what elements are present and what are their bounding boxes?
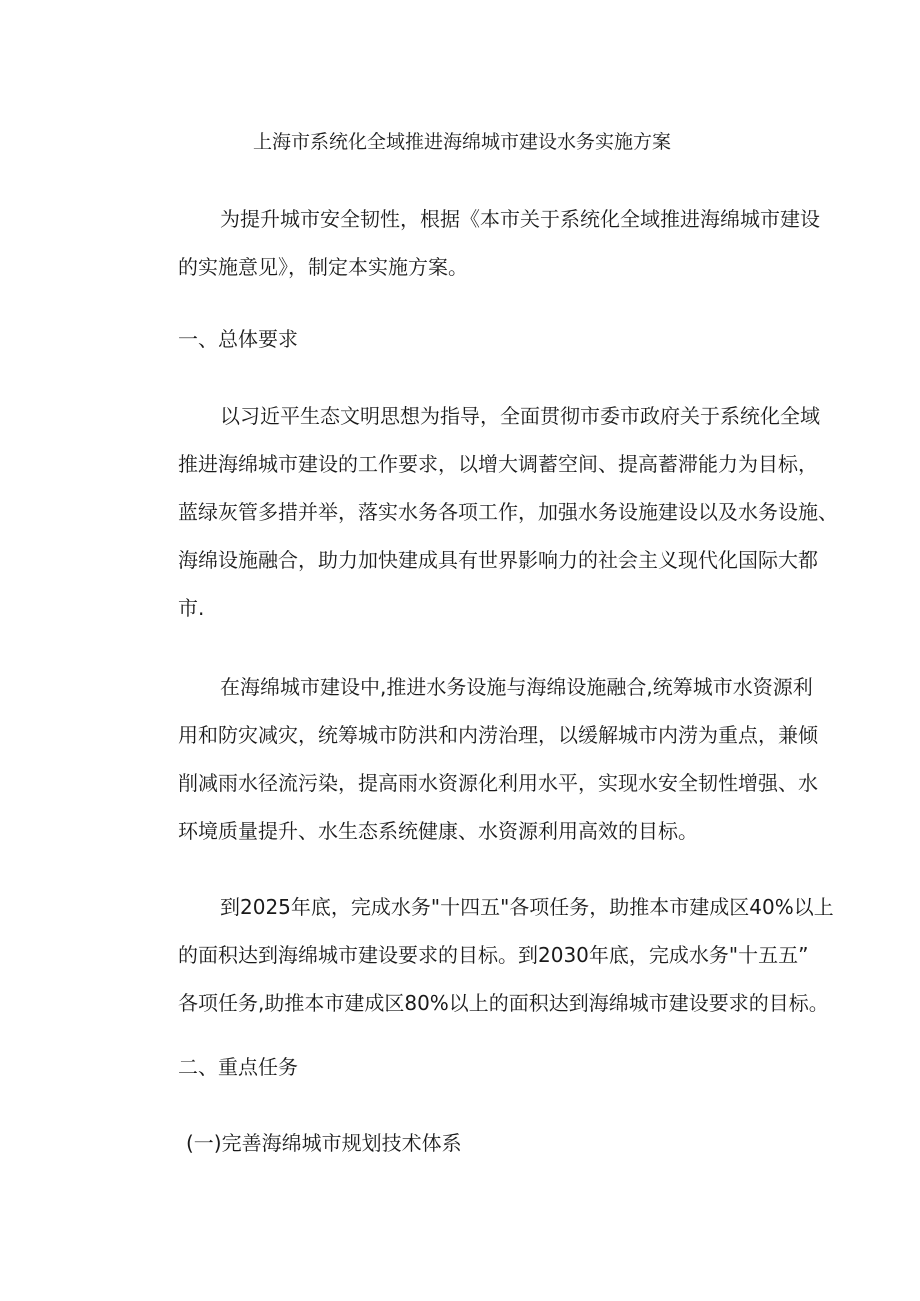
paragraph-targets (136, 883, 834, 1027)
text-line: 各项任务,助推本市建成区80%以上的面积达到海绵城市建设要求的目标。 (178, 991, 829, 1015)
text-line: 的实施意见》，制定本实施方案。 (178, 255, 468, 279)
document-title: 上海市系统化全域推进海绵城市建设水务实施方案 (252, 131, 671, 153)
paragraph-integration (136, 663, 818, 855)
text-line: 环境质量提升、水生态系统健康、水资源利用高效的目标。 (178, 819, 698, 843)
text-line: 以习近平生态文明思想为指导，全面贯彻市委市政府关于系统化全域 (220, 404, 820, 428)
text-line: 海绵设施融合，助力加快建成具有世界影响力的社会主义现代化国际大都 (178, 548, 818, 572)
text-line: 的面积达到海绵城市建设要求的目标。到2030年底，完成水务"十五五” (178, 943, 809, 967)
paragraph-guiding-principles (136, 392, 838, 632)
intro-paragraph (136, 195, 820, 291)
text-line: 到2025年底，完成水务"十四五"各项任务，助推本市建成区40%以上 (220, 895, 834, 919)
text-line: 为提升城市安全韧性，根据《本市关于系统化全域推进海绵城市建设 (220, 207, 820, 231)
text-line: 市. (178, 596, 205, 620)
text-line: 用和防灾减灾，统筹城市防洪和内涝治理，以缓解城市内涝为重点，兼倾 (178, 723, 818, 747)
text-line: 在海绵城市建设中,推进水务设施与海绵设施融合,统筹城市水资源利 (220, 675, 813, 699)
subsection-heading-1: (一)完善海绵城市规划技术体系 (186, 1131, 462, 1155)
text-line: 蓝绿灰管多措并举，落实水务各项工作，加强水务设施建设以及水务设施、 (178, 500, 838, 524)
text-line: 削减雨水径流污染，提高雨水资源化利用水平，实现水安全韧性增强、水 (178, 771, 818, 795)
text-line: 推进海绵城市建设的工作要求，以增大调蓄空间、提高蓄滞能力为目标， (178, 452, 818, 476)
section-heading-2: 二、重点任务 (178, 1055, 298, 1079)
section-heading-1: 一、总体要求 (178, 327, 298, 351)
